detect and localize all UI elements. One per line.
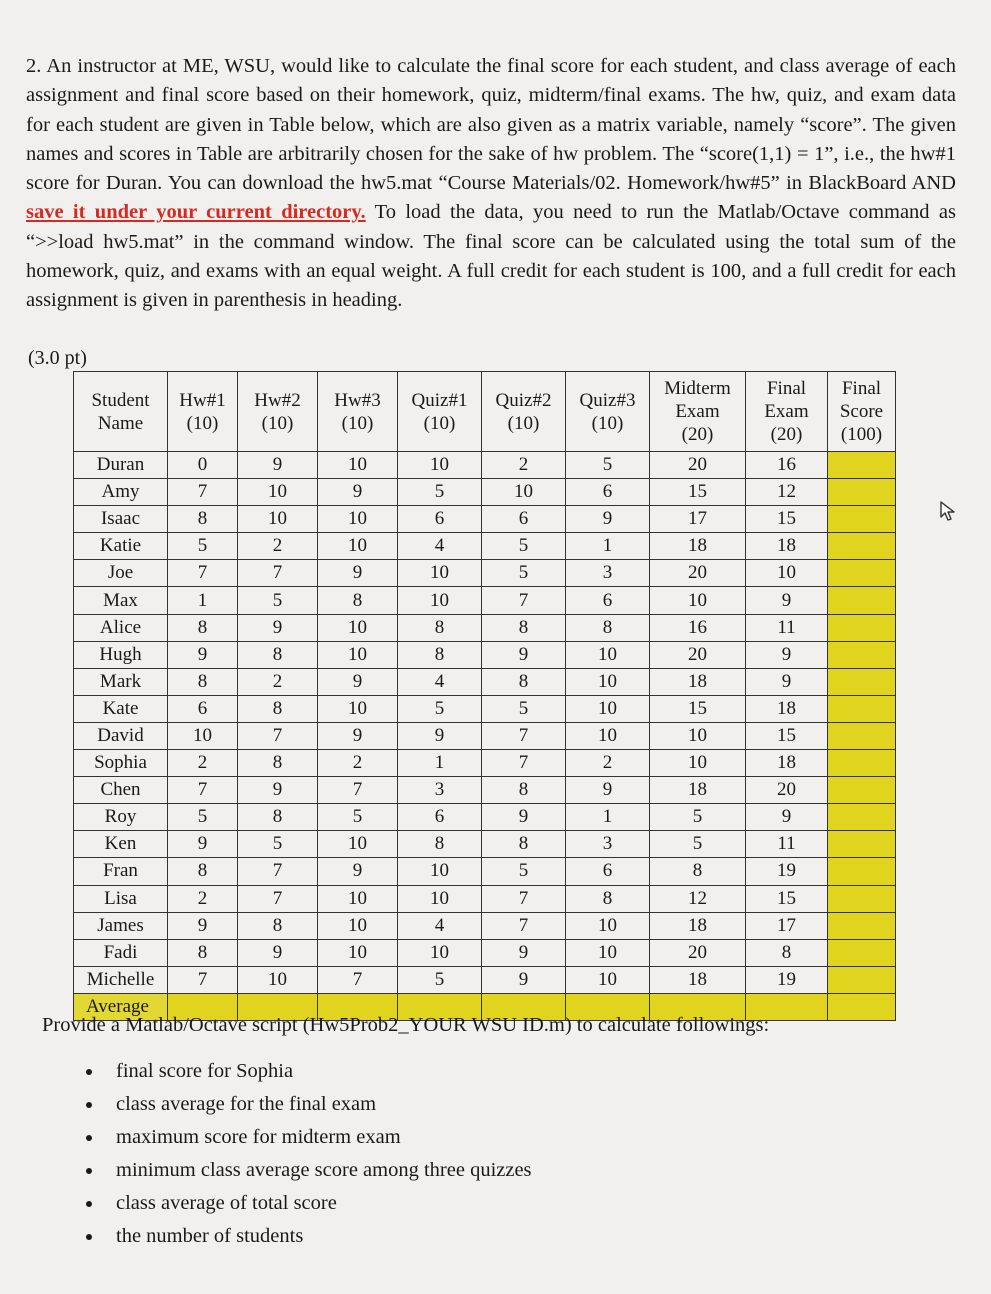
score-cell: 5 xyxy=(398,479,482,506)
score-cell: 5 xyxy=(482,533,566,560)
table-row xyxy=(74,587,896,614)
score-cell: 10 xyxy=(482,479,566,506)
score-cell: 2 xyxy=(566,750,650,777)
score-cell: 10 xyxy=(318,641,398,668)
score-cell: 6 xyxy=(482,506,566,533)
column-header-line: Quiz#2 xyxy=(495,389,552,411)
score-cell: 4 xyxy=(398,533,482,560)
score-cell: 15 xyxy=(650,695,746,722)
column-header-line: Name xyxy=(97,412,144,434)
score-cell: 15 xyxy=(746,722,828,749)
score-cell: 10 xyxy=(566,668,650,695)
score-cell: 8 xyxy=(398,641,482,668)
score-cell: 9 xyxy=(238,939,318,966)
student-name-cell: Mark xyxy=(74,668,168,695)
score-cell: 9 xyxy=(746,804,828,831)
score-cell: 9 xyxy=(168,641,238,668)
final-score-cell xyxy=(828,560,896,587)
score-cell: 9 xyxy=(482,939,566,966)
score-cell: 2 xyxy=(238,533,318,560)
score-cell: 10 xyxy=(746,560,828,587)
score-cell: 8 xyxy=(482,831,566,858)
problem-text-1: 2. An instructor at ME, WSU, would like to calculate the final score for each student, and class average of each assignment and final score based on their homework, quiz, midterm/final exams. The hw, quiz, and exam data for each student are given in Table below, which are also given as a matrix variable, namely “score”. The given names and scores in Table are arbitrarily chosen for the sake of hw problem. The “score(1,1) = 1”, i.e., the hw#1 score for Duran. You can download the hw5.mat “Course Materials/02. Homework/hw#5” in BlackBoard AND xyxy=(26,55,956,195)
score-cell: 9 xyxy=(318,858,398,885)
student-name-cell: Amy xyxy=(74,479,168,506)
score-cell: 5 xyxy=(650,831,746,858)
student-name-cell: David xyxy=(74,722,168,749)
score-cell: 10 xyxy=(318,452,398,479)
task-item: the number of students xyxy=(86,1221,532,1254)
score-cell: 9 xyxy=(238,777,318,804)
score-cell: 20 xyxy=(650,641,746,668)
final-score-cell xyxy=(828,506,896,533)
column-header-line: Student xyxy=(91,389,150,411)
score-cell: 10 xyxy=(318,939,398,966)
column-header-line: (10) xyxy=(341,412,374,434)
score-cell: 9 xyxy=(318,722,398,749)
problem-text-2: To load the data, you need to run the Matlab/Octave command as “>>load hw5.mat” in the command window. The final score can be calculated using the total sum of the homework, quiz, and exams with an equal weight. A full credit for each student is 100, and a full credit for each assignment is given in parenthesis in heading. xyxy=(26,201,956,312)
score-cell: 18 xyxy=(746,750,828,777)
task-item: class average for the final exam xyxy=(86,1089,532,1122)
student-name-cell: Isaac xyxy=(74,506,168,533)
table-row xyxy=(74,695,896,722)
column-header xyxy=(482,372,566,452)
score-cell: 9 xyxy=(746,587,828,614)
score-cell: 8 xyxy=(650,858,746,885)
score-cell: 7 xyxy=(168,479,238,506)
score-cell: 8 xyxy=(482,614,566,641)
student-name-cell: Lisa xyxy=(74,885,168,912)
column-header xyxy=(746,372,828,452)
score-cell: 10 xyxy=(318,695,398,722)
score-cell: 8 xyxy=(238,912,318,939)
score-cell: 20 xyxy=(650,452,746,479)
score-cell: 2 xyxy=(482,452,566,479)
score-cell: 5 xyxy=(238,587,318,614)
column-header xyxy=(74,372,168,452)
table-row xyxy=(74,614,896,641)
score-cell: 9 xyxy=(566,506,650,533)
student-name-cell: Max xyxy=(74,587,168,614)
script-prompt: Provide a Matlab/Octave script (Hw5Prob2_YOUR WSU ID.m) to calculate followings: xyxy=(42,1014,770,1036)
score-cell: 7 xyxy=(482,722,566,749)
column-header-line: (20) xyxy=(681,424,714,445)
column-header xyxy=(650,372,746,452)
score-cell: 10 xyxy=(566,939,650,966)
task-item: class average of total score xyxy=(86,1188,532,1221)
student-name-cell: James xyxy=(74,912,168,939)
score-cell: 10 xyxy=(398,587,482,614)
table-row xyxy=(74,668,896,695)
student-name-cell: Ken xyxy=(74,831,168,858)
score-cell: 7 xyxy=(238,885,318,912)
score-cell: 8 xyxy=(168,939,238,966)
table-row xyxy=(74,831,896,858)
score-cell: 9 xyxy=(482,641,566,668)
table-row xyxy=(74,641,896,668)
score-cell: 9 xyxy=(318,479,398,506)
score-cell: 19 xyxy=(746,858,828,885)
score-cell: 15 xyxy=(746,506,828,533)
score-cell: 10 xyxy=(566,966,650,993)
column-header xyxy=(828,372,896,452)
score-cell: 9 xyxy=(482,804,566,831)
column-header-line: (10) xyxy=(507,412,540,434)
table-body xyxy=(74,452,896,1021)
final-score-cell xyxy=(828,750,896,777)
student-name-cell: Sophia xyxy=(74,750,168,777)
column-header xyxy=(566,372,650,452)
score-cell: 1 xyxy=(168,587,238,614)
score-cell: 6 xyxy=(398,804,482,831)
score-cell: 5 xyxy=(482,560,566,587)
score-cell: 0 xyxy=(168,452,238,479)
student-name-cell: Hugh xyxy=(74,641,168,668)
score-cell: 9 xyxy=(238,452,318,479)
column-header xyxy=(168,372,238,452)
score-cell: 11 xyxy=(746,831,828,858)
student-name-cell: Duran xyxy=(74,452,168,479)
average-final-score-cell xyxy=(828,993,896,1020)
score-cell: 10 xyxy=(318,912,398,939)
header-row xyxy=(74,372,896,452)
table-row xyxy=(74,479,896,506)
student-name-cell: Fadi xyxy=(74,939,168,966)
score-cell: 16 xyxy=(746,452,828,479)
score-cell: 18 xyxy=(746,695,828,722)
final-score-cell xyxy=(828,885,896,912)
score-cell: 8 xyxy=(482,777,566,804)
score-cell: 5 xyxy=(168,804,238,831)
problem-statement xyxy=(26,52,956,316)
score-cell: 6 xyxy=(566,858,650,885)
score-cell: 10 xyxy=(318,506,398,533)
score-cell: 8 xyxy=(746,939,828,966)
score-cell: 10 xyxy=(238,506,318,533)
score-cell: 8 xyxy=(238,695,318,722)
score-cell: 15 xyxy=(746,885,828,912)
score-cell: 10 xyxy=(650,587,746,614)
score-cell: 10 xyxy=(398,885,482,912)
column-header-line: Final xyxy=(841,378,882,399)
score-cell: 8 xyxy=(168,668,238,695)
score-cell: 10 xyxy=(398,858,482,885)
column-header-line: (100) xyxy=(840,424,883,445)
score-cell: 7 xyxy=(168,966,238,993)
column-header-line: Hw#3 xyxy=(334,389,381,411)
score-cell: 9 xyxy=(566,777,650,804)
table-row xyxy=(74,885,896,912)
column-header-line: (20) xyxy=(770,424,803,445)
score-cell: 20 xyxy=(746,777,828,804)
score-cell: 9 xyxy=(238,614,318,641)
score-cell: 8 xyxy=(168,614,238,641)
column-header-line: Score xyxy=(839,401,884,422)
score-cell: 2 xyxy=(168,750,238,777)
score-cell: 10 xyxy=(168,722,238,749)
table-row xyxy=(74,912,896,939)
task-list xyxy=(86,1056,532,1254)
score-cell: 18 xyxy=(650,668,746,695)
score-cell: 7 xyxy=(482,750,566,777)
score-cell: 5 xyxy=(650,804,746,831)
score-cell: 3 xyxy=(566,831,650,858)
score-cell: 17 xyxy=(650,506,746,533)
score-cell: 8 xyxy=(566,614,650,641)
column-header xyxy=(238,372,318,452)
column-header xyxy=(318,372,398,452)
score-cell: 5 xyxy=(318,804,398,831)
score-cell: 2 xyxy=(168,885,238,912)
score-cell: 7 xyxy=(238,722,318,749)
score-cell: 8 xyxy=(398,614,482,641)
final-score-cell xyxy=(828,641,896,668)
final-score-cell xyxy=(828,533,896,560)
table-row xyxy=(74,560,896,587)
final-score-cell xyxy=(828,939,896,966)
column-header-line: (10) xyxy=(186,412,219,434)
score-cell: 8 xyxy=(168,858,238,885)
score-cell: 1 xyxy=(398,750,482,777)
table-row xyxy=(74,966,896,993)
final-score-cell xyxy=(828,479,896,506)
final-score-cell xyxy=(828,777,896,804)
score-cell: 10 xyxy=(398,939,482,966)
score-cell: 10 xyxy=(566,912,650,939)
task-item: minimum class average score among three quizzes xyxy=(86,1155,532,1188)
save-directory-note: save it under your current directory. xyxy=(26,201,366,224)
table-row xyxy=(74,722,896,749)
student-name-cell: Joe xyxy=(74,560,168,587)
score-cell: 9 xyxy=(168,912,238,939)
score-cell: 9 xyxy=(398,722,482,749)
student-name-cell: Katie xyxy=(74,533,168,560)
score-cell: 2 xyxy=(318,750,398,777)
score-cell: 20 xyxy=(650,939,746,966)
score-cell: 10 xyxy=(318,614,398,641)
score-cell: 18 xyxy=(650,533,746,560)
final-score-cell xyxy=(828,831,896,858)
column-header-line: Midterm xyxy=(664,378,731,399)
score-cell: 7 xyxy=(482,587,566,614)
score-cell: 6 xyxy=(168,695,238,722)
student-name-cell: Alice xyxy=(74,614,168,641)
score-cell: 7 xyxy=(482,912,566,939)
student-name-cell: Roy xyxy=(74,804,168,831)
score-cell: 2 xyxy=(238,668,318,695)
student-name-cell: Kate xyxy=(74,695,168,722)
table-row xyxy=(74,858,896,885)
score-cell: 10 xyxy=(566,695,650,722)
score-cell: 10 xyxy=(650,722,746,749)
score-cell: 10 xyxy=(398,560,482,587)
column-header-line: Quiz#1 xyxy=(411,389,468,411)
score-cell: 6 xyxy=(398,506,482,533)
score-cell: 5 xyxy=(482,695,566,722)
task-item: final score for Sophia xyxy=(86,1056,532,1089)
score-cell: 15 xyxy=(650,479,746,506)
score-cell: 16 xyxy=(650,614,746,641)
score-cell: 10 xyxy=(566,641,650,668)
score-cell: 1 xyxy=(566,804,650,831)
score-cell: 18 xyxy=(650,912,746,939)
score-cell: 18 xyxy=(650,966,746,993)
score-cell: 7 xyxy=(318,966,398,993)
points-value: (3.0 pt) xyxy=(28,347,87,369)
final-score-cell xyxy=(828,695,896,722)
score-cell: 10 xyxy=(318,831,398,858)
score-cell: 9 xyxy=(482,966,566,993)
column-header-line: Final xyxy=(766,378,807,399)
score-cell: 7 xyxy=(168,777,238,804)
score-cell: 8 xyxy=(398,831,482,858)
score-cell: 5 xyxy=(168,533,238,560)
score-cell: 9 xyxy=(168,831,238,858)
score-cell: 11 xyxy=(746,614,828,641)
score-cell: 10 xyxy=(650,750,746,777)
score-cell: 18 xyxy=(650,777,746,804)
table-row xyxy=(74,750,896,777)
score-cell: 8 xyxy=(482,668,566,695)
score-cell: 10 xyxy=(318,885,398,912)
student-name-cell: Chen xyxy=(74,777,168,804)
table-row xyxy=(74,452,896,479)
score-cell: 10 xyxy=(318,533,398,560)
score-cell: 8 xyxy=(566,885,650,912)
score-cell: 7 xyxy=(318,777,398,804)
score-cell: 9 xyxy=(318,560,398,587)
score-cell: 4 xyxy=(398,668,482,695)
score-cell: 17 xyxy=(746,912,828,939)
average-label: Average xyxy=(74,993,168,1020)
final-score-cell xyxy=(828,668,896,695)
score-cell: 10 xyxy=(238,479,318,506)
final-score-cell xyxy=(828,722,896,749)
final-score-cell xyxy=(828,452,896,479)
score-cell: 8 xyxy=(238,641,318,668)
table-row xyxy=(74,506,896,533)
score-cell: 7 xyxy=(482,885,566,912)
column-header xyxy=(398,372,482,452)
score-cell: 5 xyxy=(398,695,482,722)
score-cell: 12 xyxy=(650,885,746,912)
table-row xyxy=(74,939,896,966)
score-cell: 8 xyxy=(238,750,318,777)
score-cell: 7 xyxy=(168,560,238,587)
score-cell: 10 xyxy=(566,722,650,749)
mouse-cursor-icon xyxy=(938,500,960,522)
score-cell: 19 xyxy=(746,966,828,993)
column-header-line: (10) xyxy=(423,412,456,434)
score-cell: 9 xyxy=(746,641,828,668)
score-cell: 8 xyxy=(238,804,318,831)
column-header-line: Hw#1 xyxy=(179,389,226,411)
final-score-cell xyxy=(828,858,896,885)
score-table xyxy=(73,371,896,1021)
score-cell: 5 xyxy=(238,831,318,858)
column-header-line: Exam xyxy=(764,401,809,422)
table-row xyxy=(74,533,896,560)
score-cell: 8 xyxy=(318,587,398,614)
score-cell: 8 xyxy=(168,506,238,533)
column-header-line: Quiz#3 xyxy=(579,389,636,411)
score-cell: 10 xyxy=(398,452,482,479)
column-header-line: Hw#2 xyxy=(254,389,301,411)
score-cell: 20 xyxy=(650,560,746,587)
score-cell: 5 xyxy=(398,966,482,993)
score-cell: 9 xyxy=(746,668,828,695)
score-cell: 18 xyxy=(746,533,828,560)
final-score-cell xyxy=(828,912,896,939)
column-header-line: (10) xyxy=(591,412,624,434)
score-cell: 12 xyxy=(746,479,828,506)
score-cell: 3 xyxy=(566,560,650,587)
score-cell: 9 xyxy=(318,668,398,695)
table-row xyxy=(74,777,896,804)
column-header-line: Exam xyxy=(675,401,720,422)
score-cell: 3 xyxy=(398,777,482,804)
score-cell: 1 xyxy=(566,533,650,560)
score-cell: 7 xyxy=(238,560,318,587)
score-cell: 10 xyxy=(238,966,318,993)
score-cell: 6 xyxy=(566,479,650,506)
final-score-cell xyxy=(828,804,896,831)
final-score-cell xyxy=(828,587,896,614)
score-cell: 4 xyxy=(398,912,482,939)
column-header-line: (10) xyxy=(261,412,294,434)
student-name-cell: Michelle xyxy=(74,966,168,993)
score-cell: 7 xyxy=(238,858,318,885)
score-cell: 5 xyxy=(482,858,566,885)
score-cell: 5 xyxy=(566,452,650,479)
final-score-cell xyxy=(828,966,896,993)
final-score-cell xyxy=(828,614,896,641)
task-item: maximum score for midterm exam xyxy=(86,1122,532,1155)
table-row xyxy=(74,804,896,831)
score-cell: 6 xyxy=(566,587,650,614)
student-name-cell: Fran xyxy=(74,858,168,885)
